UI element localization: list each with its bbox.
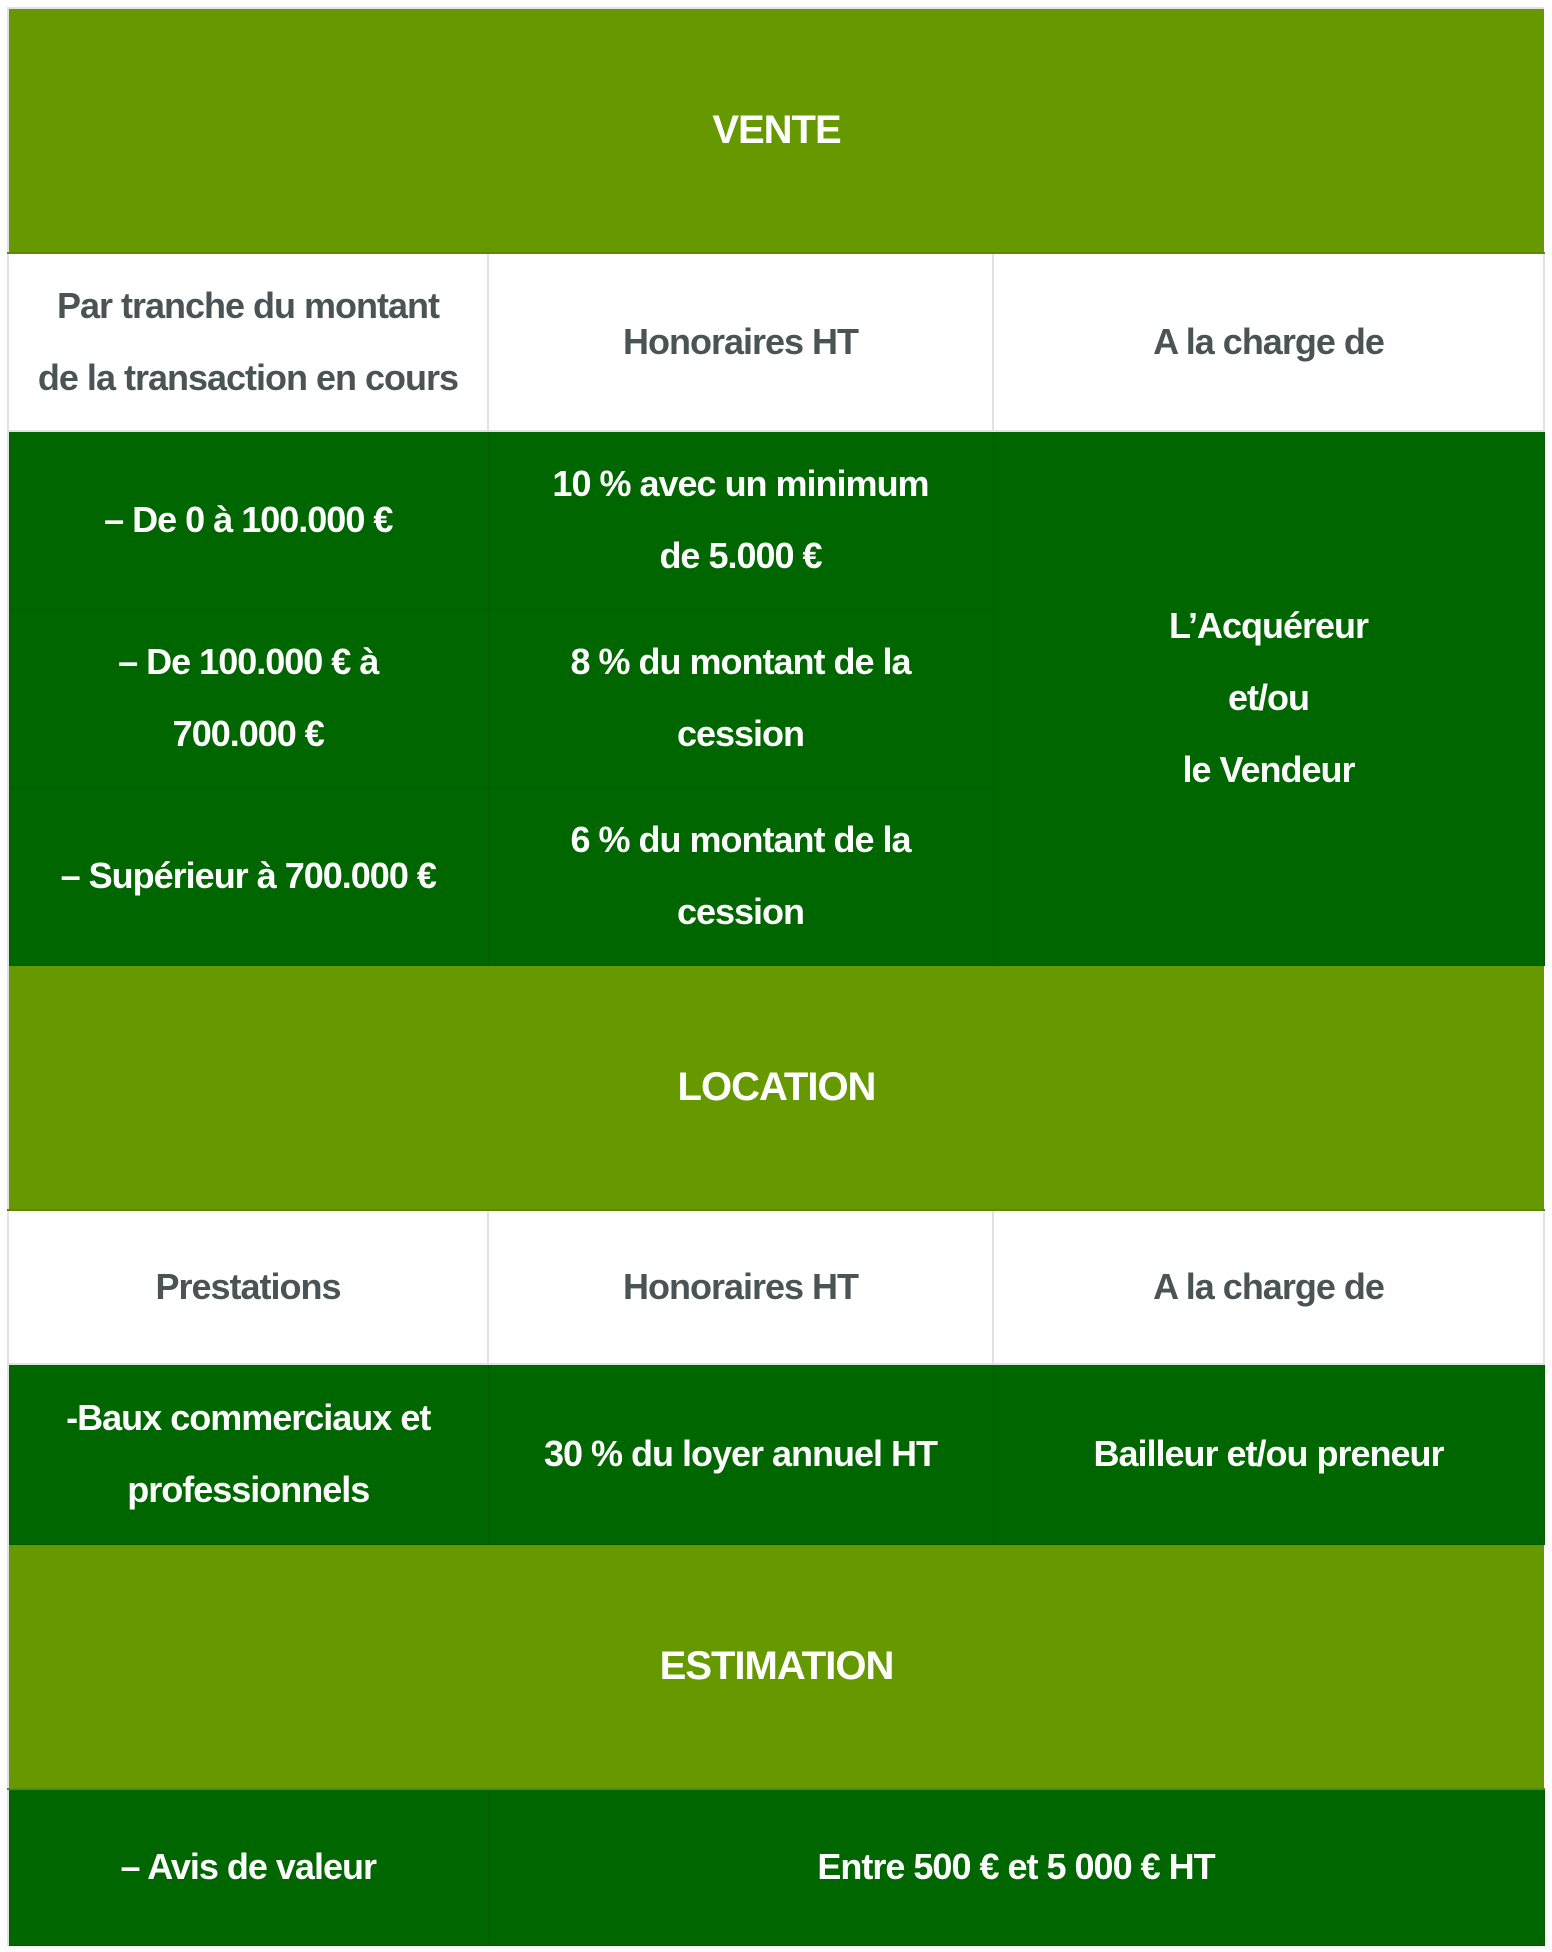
section-header-vente [8, 8, 1544, 253]
tranche-cell: – De 100.000 € à 700.000 € [8, 609, 488, 787]
honoraires-cell: Entre 500 € et 5 000 € HT [488, 1789, 1544, 1945]
charge-cell: Bailleur et/ou preneur [993, 1364, 1544, 1544]
column-header-honoraires: Honoraires HT [488, 253, 993, 431]
honoraires-cell: 6 % du montant de la cession [488, 787, 993, 965]
column-header-prestations: Prestations [8, 1210, 488, 1364]
column-header-charge: A la charge de [993, 253, 1544, 431]
column-header-row [8, 1210, 1544, 1364]
table-row [8, 1364, 1544, 1544]
section-title: VENTE [8, 8, 1544, 253]
charge-cell: L’Acquéreur et/ou le Vendeur [993, 431, 1544, 965]
tranche-cell: – Supérieur à 700.000 € [8, 787, 488, 965]
column-header-tranche: Par tranche du montant de la transaction en cours [8, 253, 488, 431]
column-header-honoraires: Honoraires HT [488, 1210, 993, 1364]
prestation-cell: -Baux commerciaux et professionnels [8, 1364, 488, 1544]
honoraires-cell: 30 % du loyer annuel HT [488, 1364, 993, 1544]
column-header-row [8, 253, 1544, 431]
column-header-charge: A la charge de [993, 1210, 1544, 1364]
tranche-cell: – De 0 à 100.000 € [8, 431, 488, 609]
prestation-cell: – Avis de valeur [8, 1789, 488, 1945]
honoraires-cell: 8 % du montant de la cession [488, 609, 993, 787]
section-title: ESTIMATION [8, 1544, 1544, 1789]
honoraires-cell: 10 % avec un minimum de 5.000 € [488, 431, 993, 609]
section-header-estimation [8, 1544, 1544, 1789]
section-title: LOCATION [8, 965, 1544, 1210]
table-row [8, 1789, 1544, 1945]
section-header-location [8, 965, 1544, 1210]
fees-table [7, 7, 1545, 1946]
table-row [8, 431, 1544, 609]
